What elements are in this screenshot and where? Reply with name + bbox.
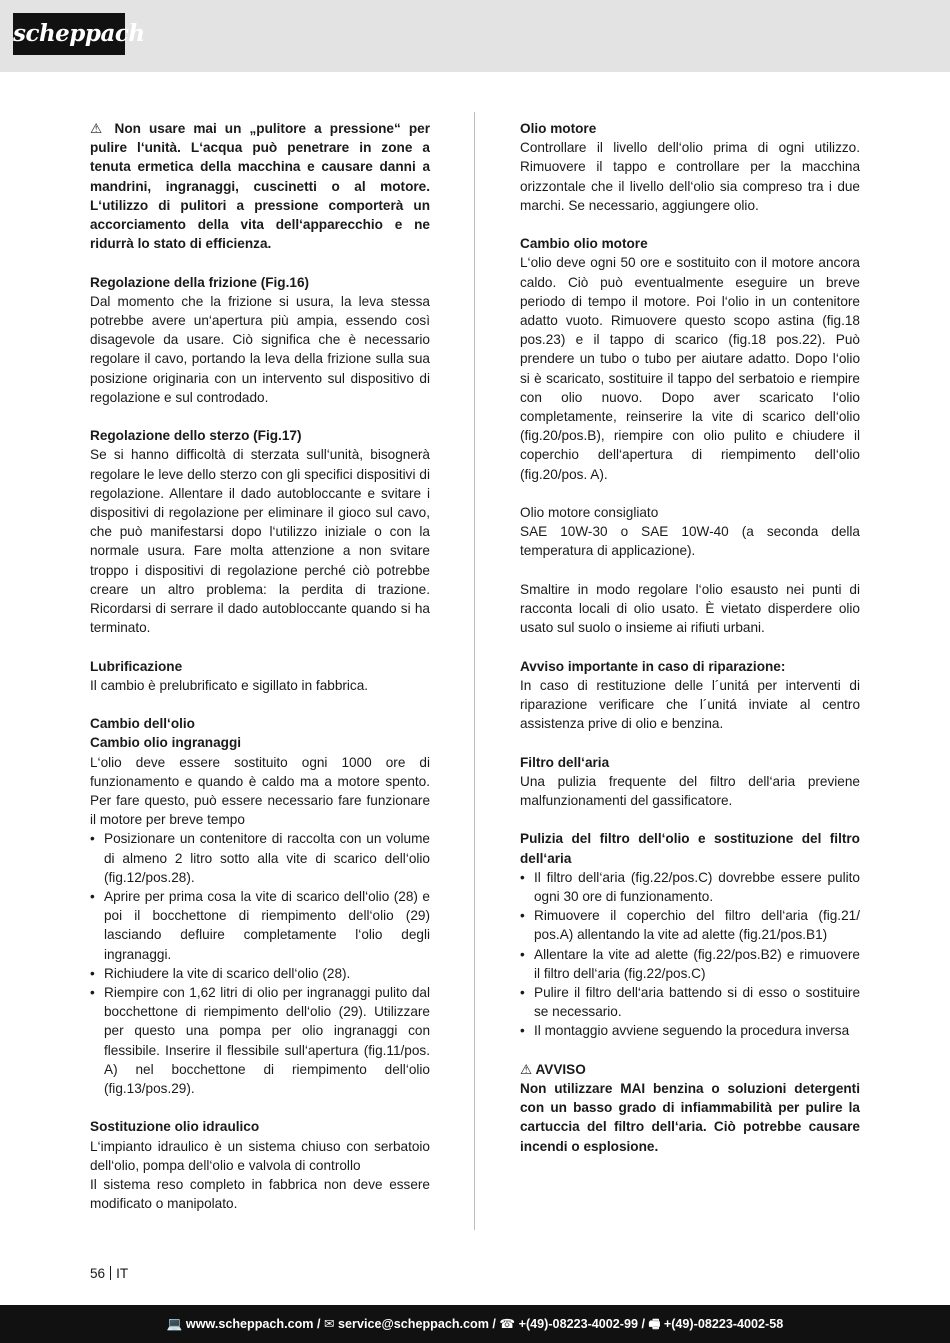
air-filter-text: Una pulizia frequente del filtro dell‘aria previene malfunzionamenti del gassificatore. xyxy=(520,773,860,809)
hydraulic-title: Sostituzione olio idraulico xyxy=(90,1119,260,1135)
page-number xyxy=(90,1265,128,1283)
list-item: • Richiudere la vite di scarico dell‘olio (28). xyxy=(90,964,430,983)
footer-contact: 💻 www.scheppach.com / ✉ service@scheppach.com / ☎ +(49)-08223-4002-99 / 🖷 +(49)-08223-4002-58 xyxy=(166,1317,784,1331)
warning-title: ⚠ AVVISO xyxy=(520,1061,586,1077)
page-number-value: 56 xyxy=(90,1266,106,1281)
list-item: • Riempire con 1,62 litri di olio per ingranaggi pulito dal bocchettone di riempimento dell‘olio (29). Utilizzare per questo una pompa per olio ingranaggi con flessibile. Inserire il flessibile sull‘apertura (fig.11/pos. A) nel bocchettone di riempimento dell‘olio (fig.13/pos.29). xyxy=(90,983,430,1098)
page-number-separator xyxy=(110,1266,111,1280)
recommended-oil-title: Olio motore consigliato xyxy=(520,505,659,521)
list-item: • Allentare la vite ad alette (fig.22/pos.B2) e rimuovere il filtro dell‘aria (fig.22/pos.C) xyxy=(520,945,860,983)
disposal-text: Smaltire in modo regolare l‘olio esausto nei punti di racconta locali di olio usato. È vietato disperdere olio usato sul suolo o insieme ai rifiuti urbani. xyxy=(520,581,860,636)
filter-cleaning-steps xyxy=(520,868,860,1041)
page-header xyxy=(0,0,950,72)
list-item: • Posizionare un contenitore di raccolta con un volume di almeno 2 litro sotto alla vite di scarico dell‘olio (fig.12/pos.28). xyxy=(90,829,430,887)
right-column xyxy=(520,119,860,1156)
steering-text: Se si hanno difficoltà di sterzata sull‘unità, bisognerà regolare le leve dello sterzo con gli specifici dispositivi di regolazione. Allentare il dado autobloccante e svitare i dispositivi di regolazione per eliminare il gioco sul cavo, che può manifestarsi dopo l‘utilizzo iniziale o con la normale usura. Fare molta attenzione a non svitare troppo i dispositivi di regolazione perché ciò potrebbe creare un altro problema: la perdita di trazione. Ricordarsi di serrare il dado autobloccante quando si ha terminato. xyxy=(90,447,430,636)
list-item: • Il filtro dell‘aria (fig.22/pos.C) dovrebbe essere pulito ogni 30 ore di funzionamento. xyxy=(520,868,860,906)
repair-notice-text: In caso di restituzione delle l´unitá per interventi di riparazione verificare che l´unitá inviate al centro assistenza prive di olio e benzina. xyxy=(520,677,860,732)
gear-oil-change-subtitle: Cambio olio ingranaggi xyxy=(90,735,242,751)
list-item: • Il montaggio avviene seguendo la procedura inversa xyxy=(520,1021,860,1040)
engine-oil-title: Olio motore xyxy=(520,121,597,136)
lubrication-title: Lubrificazione xyxy=(90,658,183,674)
engine-oil-change-text: L‘olio deve ogni 50 ore e sostituito con il motore ancora caldo. Ciò può eventualmente eseguire un breve periodo di tempo il motore. Poi l‘olio in un contenitore adatto vuoto. Rimuovere questo scopo astina (fig.18 pos.23) e il tappo di scarico (fig.18 pos.22). Può prendere un tubo o tubo per aiutare adatto. Dopo l‘olio si è scaricato, sostituire il tappo del serbatoio e riempire con olio nuovo. Dopo aver scaricato l‘olio completamente, reinserire la vite di scarico dell‘olio (fig.20/pos.B), riempire con olio pulito e chiudere il coperchio dell‘apertura di riempimento dell‘olio (fig.20/pos. A). xyxy=(520,255,860,482)
filter-cleaning-title: Pulizia del filtro dell‘olio e sostituzione del filtro dell‘aria xyxy=(520,831,860,866)
pressure-washer-warning: ⚠ Non usare mai un „pulitore a pressione“ per pulire l‘unità. L‘acqua può penetrare in zone a tenuta ermetica della macchina e causare danni a mandrini, ingranaggi, cuscinetti o al motore. L‘utilizzo di pulitori a pressione comporterà un accorciamento della vita dell‘apparecchio e ne ridurrà lo stato di efficienza. xyxy=(90,121,430,252)
clutch-title: Regolazione della frizione (Fig.16) xyxy=(90,274,310,290)
column-divider xyxy=(474,112,475,1230)
oil-change-title: Cambio dell‘olio xyxy=(90,716,195,732)
gear-oil-steps xyxy=(90,829,430,1098)
repair-notice-title: Avviso importante in caso di riparazione: xyxy=(520,658,786,674)
list-item: • Rimuovere il coperchio del filtro dell‘aria (fig.21/ pos.A) allentando la vite ad alette (fig.21/pos.B1) xyxy=(520,906,860,944)
hydraulic-text-2: Il sistema reso completo in fabbrica non deve essere modificato o manipolato. xyxy=(90,1177,430,1212)
lubrication-text: Il cambio è prelubrificato e sigillato in fabbrica. xyxy=(90,677,369,693)
brand-logo: scheppach xyxy=(13,13,125,55)
page-footer xyxy=(0,1305,950,1343)
clutch-text: Dal momento che la frizione si usura, la leva stessa potrebbe avere un‘apertura più ampia, essendo così disagevole da usare. Ciò significa che è necessario regolare il cavo, portando la leva della frizione sulla sua posizione originaria con un intervento sul dispositivo di regolazione e sul controdado. xyxy=(90,293,430,405)
warning-text: Non utilizzare MAI benzina o soluzioni detergenti con un basso grado di infiammabilità per pulire la cartuccia del filtro dell‘aria. Ciò potrebbe causare incendi o esplosione. xyxy=(520,1081,860,1154)
recommended-oil-text: SAE 10W-30 o SAE 10W-40 (a seconda della temperatura di applicazione). xyxy=(520,524,860,559)
page-language: IT xyxy=(116,1266,129,1281)
gear-oil-change-text: L‘olio deve essere sostituito ogni 1000 ore di funzionamento e quando è caldo ma a motore spento. Per fare questo, può essere necessario fare funzionare il motore per breve tempo xyxy=(90,754,430,828)
engine-oil-change-title: Cambio olio motore xyxy=(520,236,648,252)
engine-oil-text: Controllare il livello dell‘olio prima di ogni utilizzo. Rimuovere il tappo e controllare per la macchina orizzontale che il livello dell‘olio sia compreso tra i due marchi. Se necessario, aggiungere olio. xyxy=(520,140,860,213)
left-column xyxy=(90,119,430,1214)
steering-title: Regolazione dello sterzo (Fig.17) xyxy=(90,428,302,444)
list-item: • Pulire il filtro dell‘aria battendo si di esso o sostituire se necessario. xyxy=(520,983,860,1021)
hydraulic-text-1: L‘impianto idraulico è un sistema chiuso con serbatoio dell‘olio, pompa dell‘olio e valvola di controllo xyxy=(90,1138,430,1173)
list-item: • Aprire per prima cosa la vite di scarico dell‘olio (28) e poi il bocchettone di riempimento dell‘olio (29) lasciando defluire completamente l‘olio degli ingranaggi. xyxy=(90,887,430,964)
air-filter-title: Filtro dell‘aria xyxy=(520,754,610,770)
